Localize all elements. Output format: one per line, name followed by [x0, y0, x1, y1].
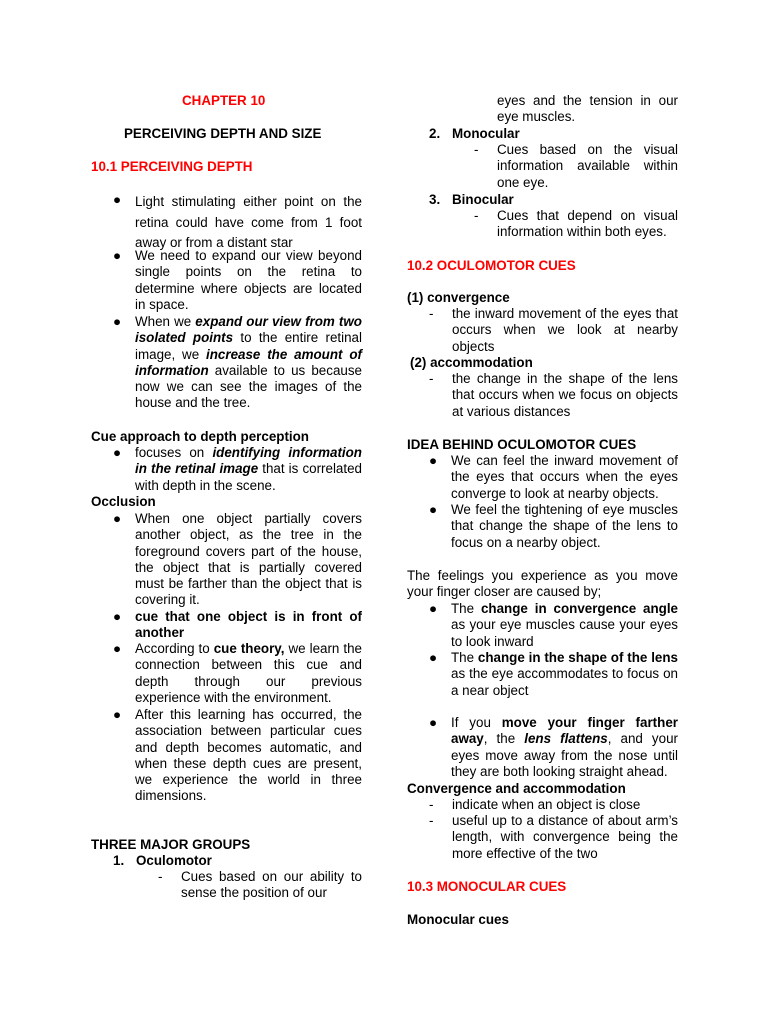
section-heading-10-2: 10.2 OCULOMOTOR CUES: [407, 258, 576, 273]
bullet-dot: ●: [112, 641, 122, 656]
group-number: 3.: [429, 192, 441, 207]
dash-marker: -: [429, 371, 434, 386]
dash-marker: -: [429, 306, 434, 321]
document-page: CHAPTER 10 PERCEIVING DEPTH AND SIZE 10.1 PERCEIVING DEPTH ● Light stimulating either point on the retina could have come from 1 foot away or from a distant star ● We need to expand our view beyond single points on the retina to determine where objects are located in space. ● When we expand our view from two isolated points to the entire retinal image, we increase the amount of information available to us because now we can see the images of the house and the tree. Cue approach to depth perception ● focuses on identifying information in the retinal image that is correlated with depth in the scene. Occlusion ● When one object partially covers another object, as the tree in the foreground covers part of the house, the object that is partially covered must be farther than the object that is covering it. ● cue that one object is in front of another ● According to cue theory, we learn the connection between this cue and depth through our previous experience with the environment. ● After this learning has occurred, the association between particular cues and depth becomes automatic, and when these depth cues are present, we experience the world in three dimensions. THREE MAJOR GROUPS 1. Oculomotor - Cues based on our ability to sense the position of our eyes and the tension in our eye muscles. 2. Monocular - Cues based on the visual information available within one eye. 3. Binocular - Cues that depend on visual information within both eyes. 10.2 OCULOMOTOR CUES (1) convergence - the inward movement of the eyes that occurs when we look at nearby objects (2) accommodation - the change in the shape of the lens that occurs when we focus on objects at various distances IDEA BEHIND OCULOMOTOR CUES ● We can feel the inward movement of the eyes that occurs when the eyes converge to look at nearby objects. ● We feel the tightening of eye muscles that change the shape of the lens to focus on a nearby object. The feelings you experience as you move your finger closer are caused by; ● The change in convergence angle as your eye muscles cause your eyes to look inward ● The change in the shape of the lens as the eye accommodates to focus on a near object ● If you move your finger farther away, the lens flattens, and your eyes move away from the nose until they are both looking straight ahead. Convergence and accommodation - indicate when an object is close - useful up to a distance of about arm’s length, with convergence being the more effective of the two 10.3 MONOCULAR CUES Monocular cues: [91, 93, 679, 927]
bullet-dot: ●: [428, 453, 438, 468]
bullet-dot: ●: [428, 502, 438, 517]
bullet-dot: ●: [428, 715, 438, 730]
bullet-dot: ●: [428, 601, 438, 616]
accommodation-label: (2) accommodation: [410, 355, 533, 370]
group-label-binocular: Binocular: [452, 192, 514, 207]
dash-marker: -: [474, 142, 479, 157]
section-heading-10-1: 10.1 PERCEIVING DEPTH: [91, 159, 253, 174]
section-heading-10-3: 10.3 MONOCULAR CUES: [407, 879, 567, 894]
monocular-cues-heading: Monocular cues: [407, 912, 509, 927]
three-groups-heading: THREE MAJOR GROUPS: [91, 837, 251, 852]
convergence-accommodation-heading: Convergence and accommodation: [407, 781, 626, 796]
group-number: 2.: [429, 126, 441, 141]
group1-desc-continued: eyes and the tension in our eye muscles.: [497, 93, 678, 125]
idea-heading: IDEA BEHIND OCULOMOTOR CUES: [407, 437, 637, 452]
dash-marker: -: [474, 208, 479, 223]
bullet-dot: ●: [112, 707, 122, 722]
dash-marker: -: [158, 869, 163, 884]
chapter-label: CHAPTER 10: [182, 93, 266, 108]
bullet-dot: ●: [112, 314, 122, 329]
bullet-dot: ●: [112, 609, 122, 624]
bullet-dot: ●: [112, 248, 122, 263]
occlusion-heading: Occlusion: [91, 494, 156, 509]
bullet-dot: ●: [112, 511, 122, 526]
dash-marker: -: [429, 813, 434, 828]
bullet-dot: ●: [428, 650, 438, 665]
feelings-paragraph: The feelings you experience as you move your finger closer are caused by;: [407, 568, 678, 600]
group-label-oculomotor: Oculomotor: [136, 853, 212, 868]
convergence-label: (1) convergence: [407, 290, 510, 305]
group-label-monocular: Monocular: [452, 126, 520, 141]
bullet-dot: ●: [112, 192, 122, 207]
dash-marker: -: [429, 797, 434, 812]
bullet-dot: ●: [112, 445, 122, 460]
group-number: 1.: [113, 853, 125, 868]
cue-approach-heading: Cue approach to depth perception: [91, 429, 309, 444]
page-title: PERCEIVING DEPTH AND SIZE: [124, 126, 322, 141]
